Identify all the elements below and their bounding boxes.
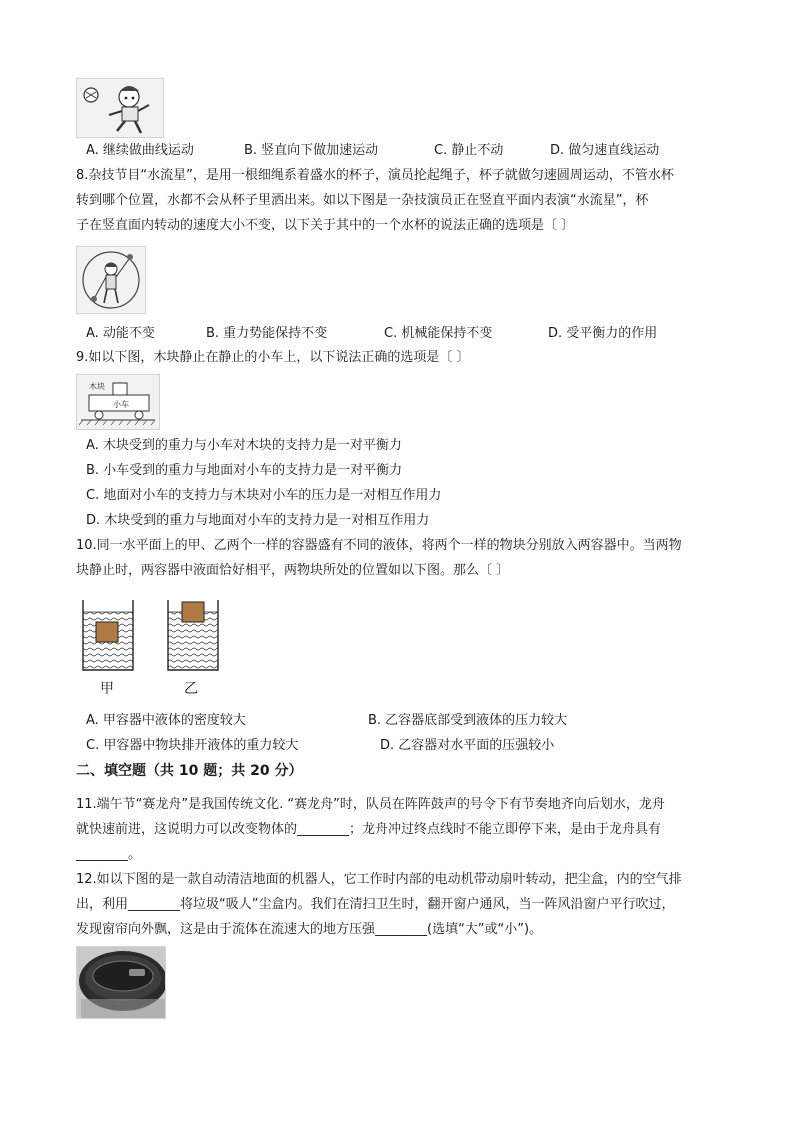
q10-option-d: D. 乙容器对水平面的压强较小: [380, 738, 555, 753]
q10-option-b: B. 乙容器底部受到液体的压力较大: [368, 713, 568, 728]
q7-option-a: A. 继续做曲线运动: [86, 143, 194, 158]
q7-option-b: B. 竖直向下做加速运动: [244, 143, 379, 158]
q8-option-d: D. 受平衡力的作用: [548, 326, 658, 341]
robot-vacuum-photo: [77, 947, 165, 1018]
q8-stem-line-3: 子在竖直面内转动的速度大小不变，以下关于其中的一个水杯的说法正确的选项是〔 〕: [76, 218, 575, 233]
q11-stem-line-1: 11.端午节“赛龙舟”是我国传统文化. “赛龙舟”时，队员在阵阵鼓声的号令下有节奏地齐向后划水，龙舟: [76, 797, 665, 812]
q8-figure: [76, 246, 146, 314]
block-a: [96, 622, 118, 642]
q12-stem-line-3: 发现窗帘向外飘，这是由于流体在流速大的地方压强________(选填“大”或“小”)。: [76, 922, 543, 937]
container-b-label: 乙: [184, 681, 198, 697]
cart-label: 小车: [113, 400, 129, 409]
q8-option-c: C. 机械能保持不变: [384, 326, 493, 341]
q9-stem: 9.如以下图，木块静止在静止的小车上，以下说法正确的选项是〔 〕: [76, 350, 470, 365]
container-a-label: 甲: [100, 681, 114, 697]
q9-option-a: A. 木块受到的重力与小车对木块的支持力是一对平衡力: [86, 438, 402, 453]
q11-stem-line-2: 就快速前进，这说明力可以改变物体的________；龙舟冲过终点线时不能立即停下来，是由于龙舟具有: [76, 822, 662, 837]
q10-option-c: C. 甲容器中物块排开液体的重力较大: [86, 738, 299, 753]
q10-stem-line-1: 10.同一水平面上的甲、乙两个一样的容器盛有不同的液体，将两个一样的物块分别放入两容器中。当两物: [76, 538, 682, 553]
q7-figure: [76, 78, 164, 138]
q7-option-c: C. 静止不动: [434, 143, 504, 158]
q10-option-a: A. 甲容器中液体的密度较大: [86, 713, 246, 728]
q8-option-a: A. 动能不变: [86, 326, 155, 341]
q8-stem-line-2: 转到哪个位置，水都不会从杯子里洒出来。如以下图是一杂技演员正在竖直平面内表演“水流星”，杯: [76, 193, 649, 208]
kicking-child-illustration: [77, 79, 163, 137]
q7-option-d: D. 做匀速直线运动: [550, 143, 660, 158]
q12-stem-line-2: 出，利用________将垃圾“吸人”尘盒内。我们在清扫卫生时，翻开窗户通风，当一阵风沿窗户平行吹过，: [76, 897, 675, 912]
q8-stem-line-1: 8.杂技节目“水流星”，是用一根细绳系着盛水的杯子，演员抡起绳子，杯子就做匀速圆周运动，不管水杯: [76, 168, 674, 183]
q10-figure: [80, 598, 230, 672]
q8-option-b: B. 重力势能保持不变: [206, 326, 328, 341]
water-meteor-performer-illustration: [77, 247, 145, 313]
q9-option-d: D. 木块受到的重力与地面对小车的支持力是一对相互作用力: [86, 513, 430, 528]
q12-figure: [76, 946, 166, 1019]
q9-option-b: B. 小车受到的重力与地面对小车的支持力是一对平衡力: [86, 463, 403, 478]
q9-figure: [76, 374, 160, 430]
wood-block-label: 木块: [89, 382, 105, 391]
section-2-heading: 二、填空题（共 10 题；共 20 分）: [76, 763, 303, 779]
q10-stem-line-2: 块静止时，两容器中液面恰好相平，两物块所处的位置如以下图。那么〔 〕: [76, 563, 510, 578]
q11-stem-line-3: ________。: [76, 847, 142, 862]
block-b: [182, 602, 204, 622]
q9-option-c: C. 地面对小车的支持力与木块对小车的压力是一对相互作用力: [86, 488, 442, 503]
q12-stem-line-1: 12.如以下图的是一款自动清洁地面的机器人，它工作时内部的电动机带动扇叶转动，把尘盒，内的空气排: [76, 872, 682, 887]
block-on-cart-illustration: [77, 375, 159, 429]
two-containers-illustration: [80, 598, 230, 672]
